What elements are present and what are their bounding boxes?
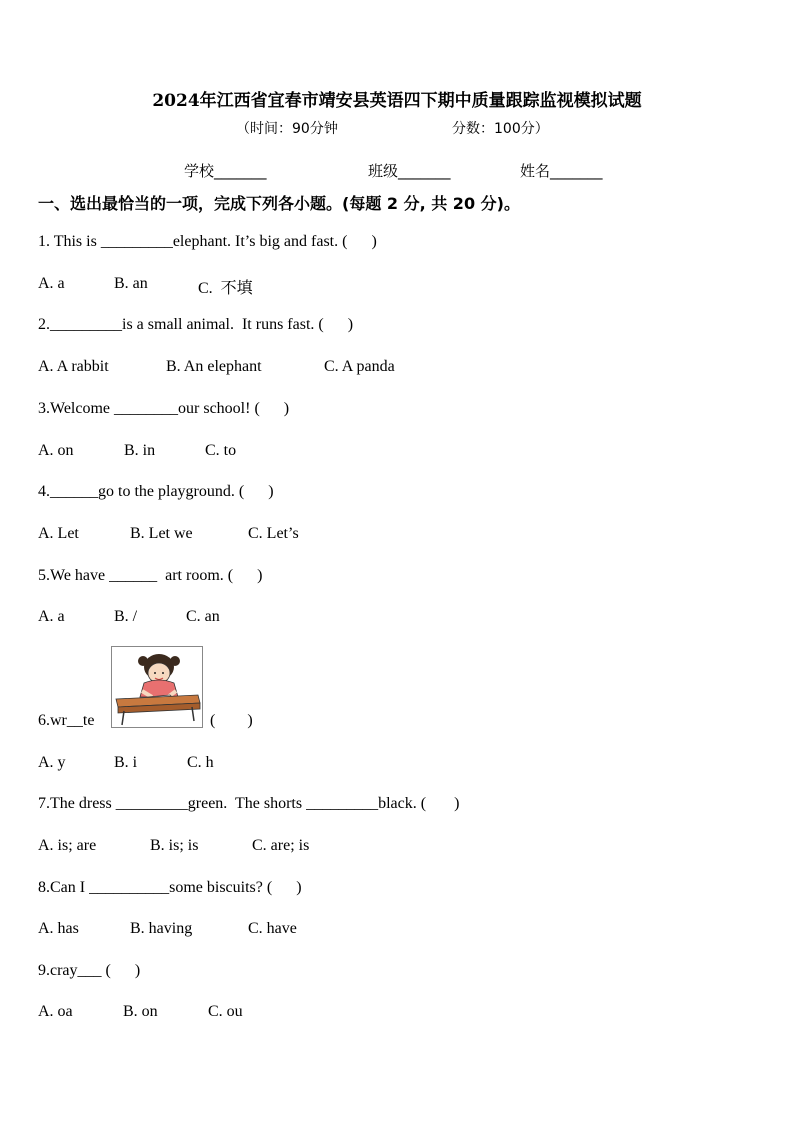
option-a: A. y xyxy=(38,754,66,771)
option-b: B. An elephant xyxy=(166,358,262,375)
option-b: B. Let we xyxy=(130,525,193,542)
option-b: B. an xyxy=(114,275,148,292)
option-a: A. on xyxy=(38,442,74,459)
class-field: 班级_______ xyxy=(368,162,451,180)
question-stem: 5.We have ______ art room. ( ) xyxy=(38,567,263,584)
option-b: B. i xyxy=(114,754,138,771)
girl-writing-image xyxy=(111,646,203,728)
option-b: B. / xyxy=(114,608,138,625)
option-b: B. in xyxy=(124,442,156,459)
option-a: A. is; are xyxy=(38,837,97,854)
question-stem: 1. This is _________elephant. It’s big and fast. ( ) xyxy=(38,233,377,250)
option-c: C. are; is xyxy=(252,837,310,854)
question-stem: 3.Welcome ________our school! ( ) xyxy=(38,400,290,417)
name-field: 姓名_______ xyxy=(520,162,603,180)
question-stem: 7.The dress _________green. The shorts _________black. ( ) xyxy=(38,795,460,812)
question-stem: 9.cray___ ( ) xyxy=(38,962,141,979)
option-c: C. have xyxy=(248,920,297,937)
option-c: C. an xyxy=(186,608,220,625)
option-b: B. having xyxy=(130,920,193,937)
option-a: A. a xyxy=(38,608,65,625)
section-heading: 一、选出最恰当的一项，完成下列各小题。(每题 2 分, 共 20 分)。 xyxy=(38,194,520,213)
option-c: C. h xyxy=(187,754,214,771)
question-stem: 6.wr__te xyxy=(38,712,95,729)
exam-title: 2024年江西省宜春市靖安县英语四下期中质量跟踪监视模拟试题 xyxy=(152,91,642,111)
option-c: C. Let’s xyxy=(248,525,299,542)
answer-paren: ( ) xyxy=(210,712,253,729)
option-c: C. 不填 xyxy=(198,280,253,297)
option-a: A. A rabbit xyxy=(38,358,109,375)
question-stem: 4.______go to the playground. ( ) xyxy=(38,483,274,500)
school-field: 学校_______ xyxy=(184,162,267,180)
option-a: A. a xyxy=(38,275,65,292)
option-c: C. to xyxy=(205,442,237,459)
exam-time: （时间：90分钟 xyxy=(236,121,338,137)
option-a: A. has xyxy=(38,920,79,937)
option-a: A. Let xyxy=(38,525,79,542)
option-b: B. on xyxy=(123,1003,158,1020)
option-b: B. is; is xyxy=(150,837,199,854)
exam-score: 分数：100分） xyxy=(452,121,549,137)
question-stem: 8.Can I __________some biscuits? ( ) xyxy=(38,879,302,896)
option-c: C. A panda xyxy=(324,358,395,375)
option-c: C. ou xyxy=(208,1003,243,1020)
question-stem: 2._________is a small animal. It runs fast. ( ) xyxy=(38,316,354,333)
option-a: A. oa xyxy=(38,1003,73,1020)
